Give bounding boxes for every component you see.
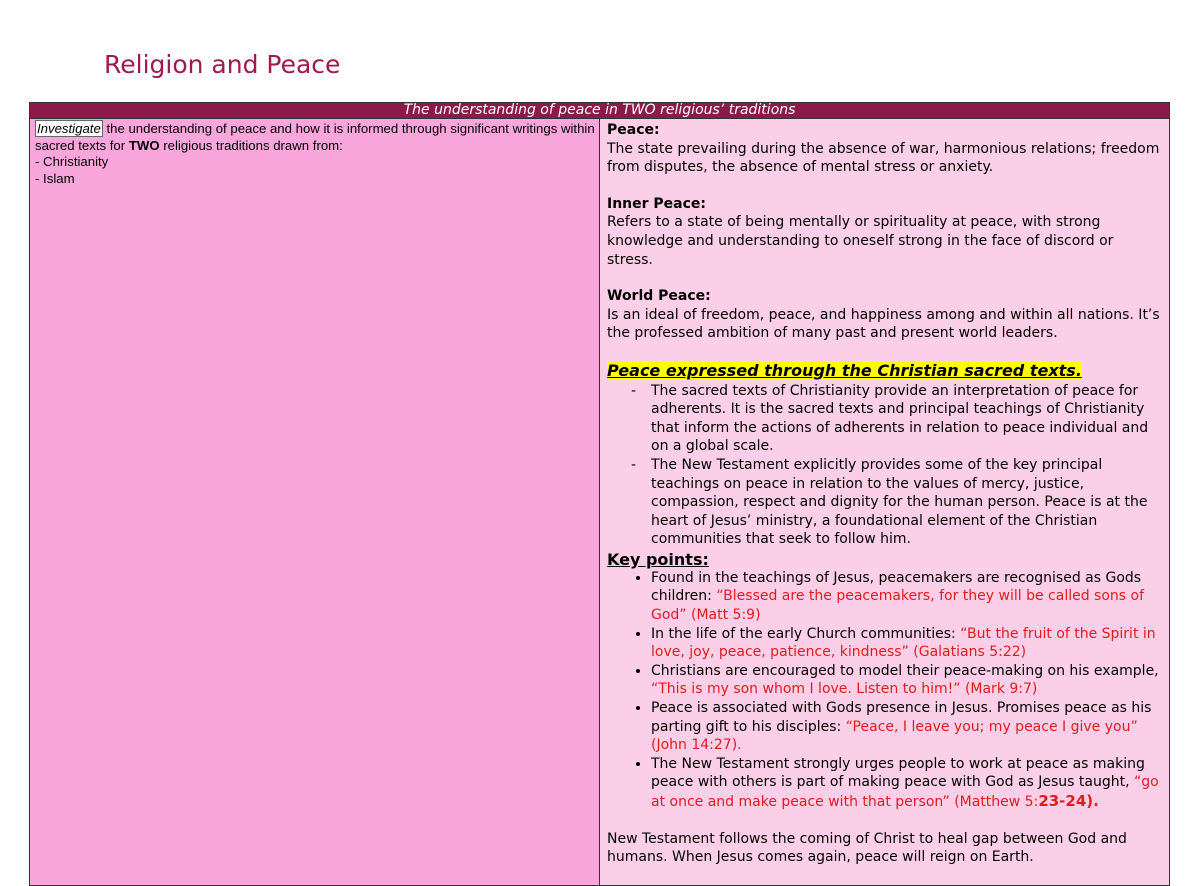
key-points-list [607, 569, 1163, 812]
key-point-quote: “This is my son whom I love. Listen to him!” (Mark 9:7) [651, 681, 1038, 698]
inner-peace-title: Inner Peace: [607, 195, 707, 212]
key-point-quote: “go at once and make peace with that person” (Matthew 5: [651, 774, 1159, 810]
left-item-islam: - Islam [35, 171, 75, 187]
christian-dash-list [607, 382, 1163, 549]
content-table [29, 102, 1170, 886]
peace-title: Peace: [607, 122, 660, 138]
world-peace-title: World Peace: [607, 288, 711, 305]
key-points-title: Key points: [607, 549, 709, 569]
table-header: The understanding of peace in TWO religious’ traditions [30, 103, 1170, 119]
right-column [600, 119, 1170, 886]
key-point-quote: “Peace, I leave you; my peace I give you” (John 14:27). [651, 718, 1138, 754]
key-point-5 [651, 755, 1163, 812]
peace-body: The state prevailing during the absence of war, harmonious relations; freedom from disputes, the absence of mental stress or anxiety. [607, 140, 1160, 176]
investigate-highlight: Investigate [37, 121, 101, 136]
dash-item: - The New Testament explicitly provides some of the key principal teachings on peace in relation to the values of mercy, justice, compassion, respect and dignity for the human person. Peace is at the heart of Jesus’ ministry, a foundational element of the Christian communities that seek to follow him. [651, 456, 1163, 549]
key-point-1 [651, 569, 1163, 625]
left-text-2: religious traditions drawn from: [159, 137, 343, 153]
document-title: Religion and Peace [104, 50, 341, 79]
key-point-4 [651, 699, 1163, 755]
left-column [30, 119, 600, 886]
key-point-ref: 23-24). [1038, 792, 1099, 810]
key-point-2 [651, 625, 1163, 662]
closing-paragraph: New Testament follows the coming of Christ to heal gap between God and humans. When Jesus comes again, peace will reign on Earth. [607, 830, 1127, 866]
christian-heading: Peace expressed through the Christian sacred texts. [607, 360, 1082, 380]
left-two: TWO [128, 137, 160, 153]
key-point-quote: “Blessed are the peacemakers, for they will be called sons of God” (Matt 5:9) [651, 588, 1145, 624]
key-point-text: The New Testament strongly urges people to work at peace as making peace with others is part of making peace with God as Jesus taught, [651, 755, 1145, 791]
left-item-christianity: - Christianity [35, 154, 109, 170]
key-point-text: Christians are encouraged to model their peace-making on his example, [651, 662, 1159, 679]
key-point-quote: “But the fruit of the Spirit in love, joy, peace, patience, kindness” (Galatians 5:22) [651, 625, 1156, 661]
world-peace-body: Is an ideal of freedom, peace, and happiness among and within all nations. It’s the professed ambition of many past and present world leaders. [607, 306, 1160, 342]
key-point-text: Found in the teachings of Jesus, peacemakers are recognised as Gods children: [651, 569, 1142, 605]
inner-peace-body: Refers to a state of being mentally or spirituality at peace, with strong knowledge and understanding to oneself strong in the face of discord or stress. [607, 214, 1114, 268]
left-text-1: the understanding of peace and how it is informed through significant writings within sacred texts for [35, 121, 595, 153]
key-point-text: Peace is associated with Gods presence in Jesus. Promises peace as his parting gift to his disciples: [651, 700, 1152, 735]
key-point-3 [651, 662, 1163, 699]
key-point-text: In the life of the early Church communities: [651, 625, 961, 642]
dash-item: - The sacred texts of Christianity provide an interpretation of peace for adherents. It is the sacred texts and principal teachings of Christianity that inform the actions of adherents in relation to peace individual and on a global scale. [651, 382, 1163, 456]
